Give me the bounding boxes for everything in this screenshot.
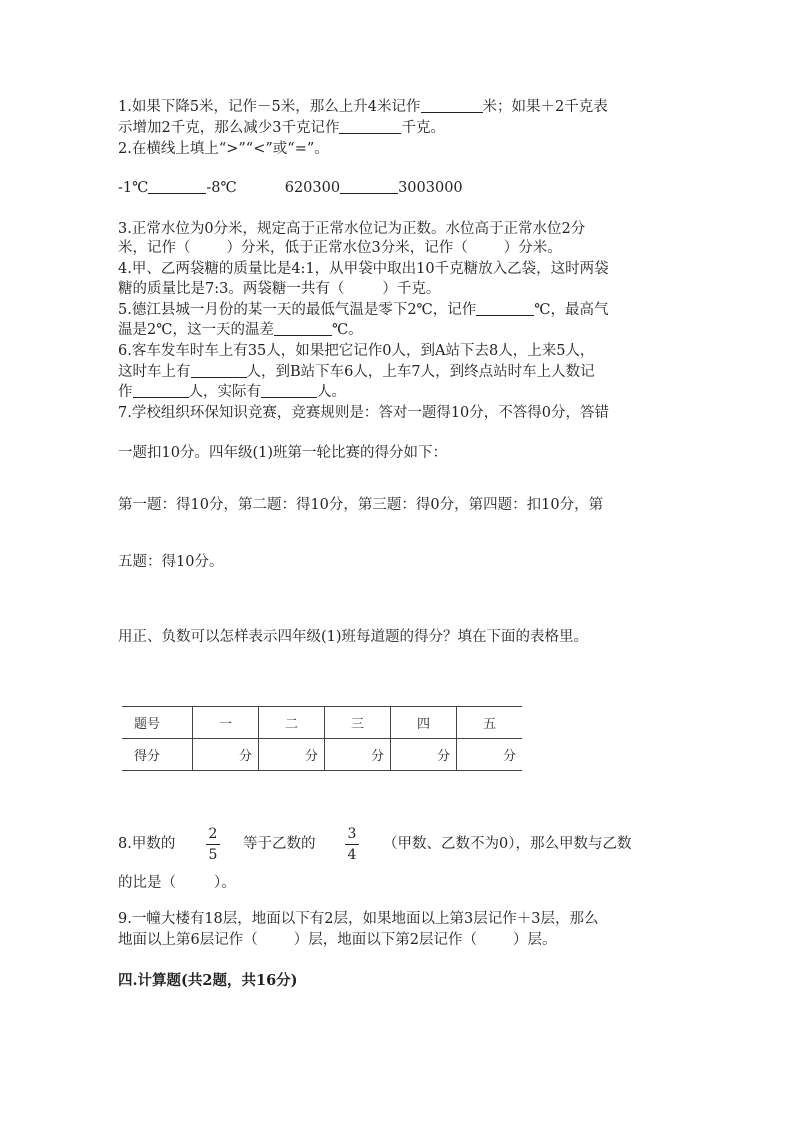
q8-fraction-2 [345,826,359,863]
q2-left-2: 620300 [284,180,341,196]
q1-line-1 [118,97,608,117]
frac2-denominator: 4 [347,847,357,863]
score-cell-5[interactable]: 分 [457,739,523,771]
q7-line-1: 7.学校组织环保知识竞赛，竞赛规则是：答对一题得10分，不答得0分，答错 [118,405,610,421]
table-header-cell: 题号 [122,707,193,739]
frac2-numerator: 3 [347,826,357,842]
q5-text-a1: 5.德江县城一月份的某一天的最低气温是零下2℃，记作 [118,302,477,318]
q6-blank-3[interactable] [261,383,317,398]
q7-instruction: 用正、负数可以怎样表示四年级(1)班每道题的得分？填在下面的表格里。 [118,629,589,645]
q6-text-b1: 这时车上有 [118,364,191,380]
table-col-5: 五 [457,707,523,739]
q5-text-b1: 温是2℃，这一天的温差 [118,322,274,338]
q5-blank-1[interactable] [476,301,534,316]
frac1-numerator: 2 [208,826,218,842]
q2-right-1: -8℃ [206,180,237,196]
q1-text-d: 千克。 [401,120,445,136]
table-col-3: 三 [325,707,391,739]
q3-text-b1: 米，记作（ [118,240,191,256]
q6-text-c1: 作 [118,384,133,400]
q4-line-2 [118,279,440,299]
q6-text-c3: 人。 [317,384,346,400]
q7-line-3: 第一题：得10分，第二题：得10分，第三题：得0分，第四题：扣10分，第 [118,497,604,513]
frac1-denominator: 5 [208,847,218,863]
score-cell-2[interactable]: 分 [259,739,325,771]
q4-text-b2: ）千克。 [382,281,441,297]
q1-line-2 [118,118,445,138]
q1-text-c: 示增加2千克，那么减少3千克记作 [118,120,340,136]
q8-line-1-a: 8.甲数的 [118,836,176,852]
score-cell-1[interactable]: 分 [193,739,259,771]
section-4-heading: 四.计算题(共2题，共16分) [118,972,298,989]
table-col-1: 一 [193,707,259,739]
q6-line-1: 6.客车发车时车上有35人，如果把它记作0人，到A站下去8人，上来5人， [118,343,595,359]
score-cell-3[interactable]: 分 [325,739,391,771]
q5-text-b2: ℃。 [331,322,363,338]
q1-blank-2[interactable] [339,119,401,134]
q2-right-2: 3003000 [398,180,463,196]
q3-text-b3: ）分米。 [503,240,562,256]
q1-text-b: 米；如果＋2千克表 [482,99,608,115]
q9-text-b1: 地面以上第6层记作（ [118,932,258,948]
q9-text-b2: ）层，地面以下第2层记作（ [293,932,477,948]
q6-blank-2[interactable] [133,383,189,398]
q3-text-b2: ）分米，低于正常水位3分米，记作（ [226,240,468,256]
q1-text-a: 1.如果下降5米，记作－5米，那么上升4米记作 [118,99,421,115]
table-col-2: 二 [259,707,325,739]
q9-line-1: 9.一幢大楼有18层，地面以下有2层，如果地面以上第3层记作＋3层，那么 [118,911,599,927]
score-cell-4[interactable]: 分 [391,739,457,771]
q4-line-1: 4.甲、乙两袋糖的质量比是4:1，从甲袋中取出10千克糖放入乙袋，这时两袋 [118,261,609,277]
score-table-header-row [122,707,522,739]
table-row-label: 得分 [122,739,193,771]
q6-line-3 [118,382,346,402]
q8-line-1-b: 等于乙数的 [243,836,316,852]
q1-blank-1[interactable] [421,98,483,113]
table-col-4: 四 [391,707,457,739]
q8-text-d1: 的比是（ [118,875,176,891]
q2-compare-row [118,178,463,198]
q8-line-2 [118,873,236,893]
q7-line-2: 一题扣10分。四年级(1)班第一轮比赛的得分如下： [118,445,447,461]
q3-line-1: 3.正常水位为0分米，规定高于正常水位记为正数。水位高于正常水位2分 [118,221,586,237]
q6-line-2 [118,362,595,382]
q6-text-c2: 人，实际有 [188,384,261,400]
q9-line-2 [118,930,556,950]
q6-blank-1[interactable] [191,363,247,378]
q2-blank-2[interactable] [340,179,398,194]
q6-text-b2: 人，到B站下车6人，上车7人，到终点站时车上人数记 [246,364,595,380]
q8-fraction-1 [206,826,220,863]
score-table-answer-row [122,739,522,771]
q9-text-b3: ）层。 [512,932,557,948]
q2-blank-1[interactable] [148,179,206,194]
q8-text-d2: ）。 [214,875,236,891]
q2-left-1: -1℃ [118,180,149,196]
q4-text-b1: 糖的质量比是7:3。两袋糖一共有（ [118,281,345,297]
score-table [122,706,522,771]
q7-line-4: 五题：得10分。 [118,554,224,570]
q5-blank-2[interactable] [274,321,332,336]
q3-line-2 [118,238,562,258]
q2-prompt: 2.在横线上填上“>”“<”或“=”。 [118,141,329,157]
q5-text-a2: ℃，最高气 [534,302,609,318]
q8-line-1-c: （甲数、乙数不为0），那么甲数与乙数 [383,836,632,852]
q5-line-2 [118,320,363,340]
q5-line-1 [118,300,609,320]
